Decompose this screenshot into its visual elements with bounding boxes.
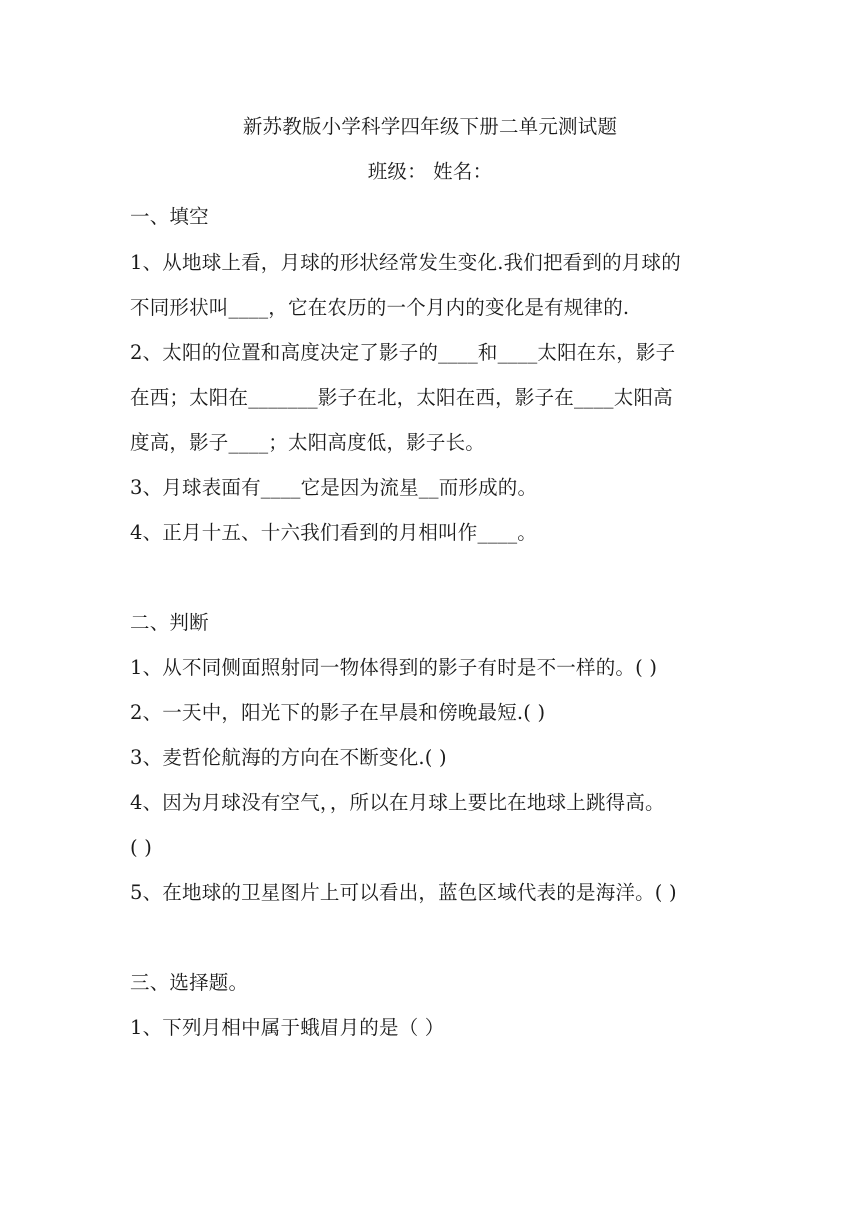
question-line: 1、从地球上看，月球的形状经常发生变化.我们把看到的月球的 <box>130 251 681 274</box>
document-title: 新苏教版小学科学四年级下册二单元测试题 <box>242 115 618 138</box>
question-line: 3、月球表面有____它是因为流星__而形成的。 <box>130 476 538 499</box>
question-line: 3、麦哲伦航海的方向在不断变化.( ) <box>130 746 447 769</box>
section-heading-judgment: 二、判断 <box>130 611 209 634</box>
question-line: 4、因为月球没有空气，，所以在月球上要比在地球上跳得高。 <box>130 791 665 814</box>
class-name-line: 班级： 姓名： <box>367 160 493 183</box>
question-line: 1、下列月相中属于蛾眉月的是（ ） <box>130 1016 445 1039</box>
section-heading-multiple-choice: 三、选择题。 <box>130 971 249 994</box>
question-line: 在西；太阳在_______影子在北，太阳在西，影子在____太阳高 <box>130 386 673 409</box>
question-line: 4、正月十五、十六我们看到的月相叫作____。 <box>130 521 538 544</box>
question-line: 不同形状叫____，它在农历的一个月内的变化是有规律的. <box>130 296 630 319</box>
question-line: 度高，影子____；太阳高度低，影子长。 <box>130 431 486 454</box>
question-line: 2、一天中，阳光下的影子在早晨和傍晚最短.( ) <box>130 701 546 724</box>
section-heading-fill-blank: 一、填空 <box>130 205 209 228</box>
question-line: ( ) <box>130 836 153 859</box>
question-line: 1、从不同侧面照射同一物体得到的影子有时是不一样的。( ) <box>130 656 658 679</box>
question-line: 2、太阳的位置和高度决定了影子的____和____太阳在东，影子 <box>130 341 676 364</box>
question-line: 5、在地球的卫星图片上可以看出，蓝色区域代表的是海洋。( ) <box>130 881 677 904</box>
